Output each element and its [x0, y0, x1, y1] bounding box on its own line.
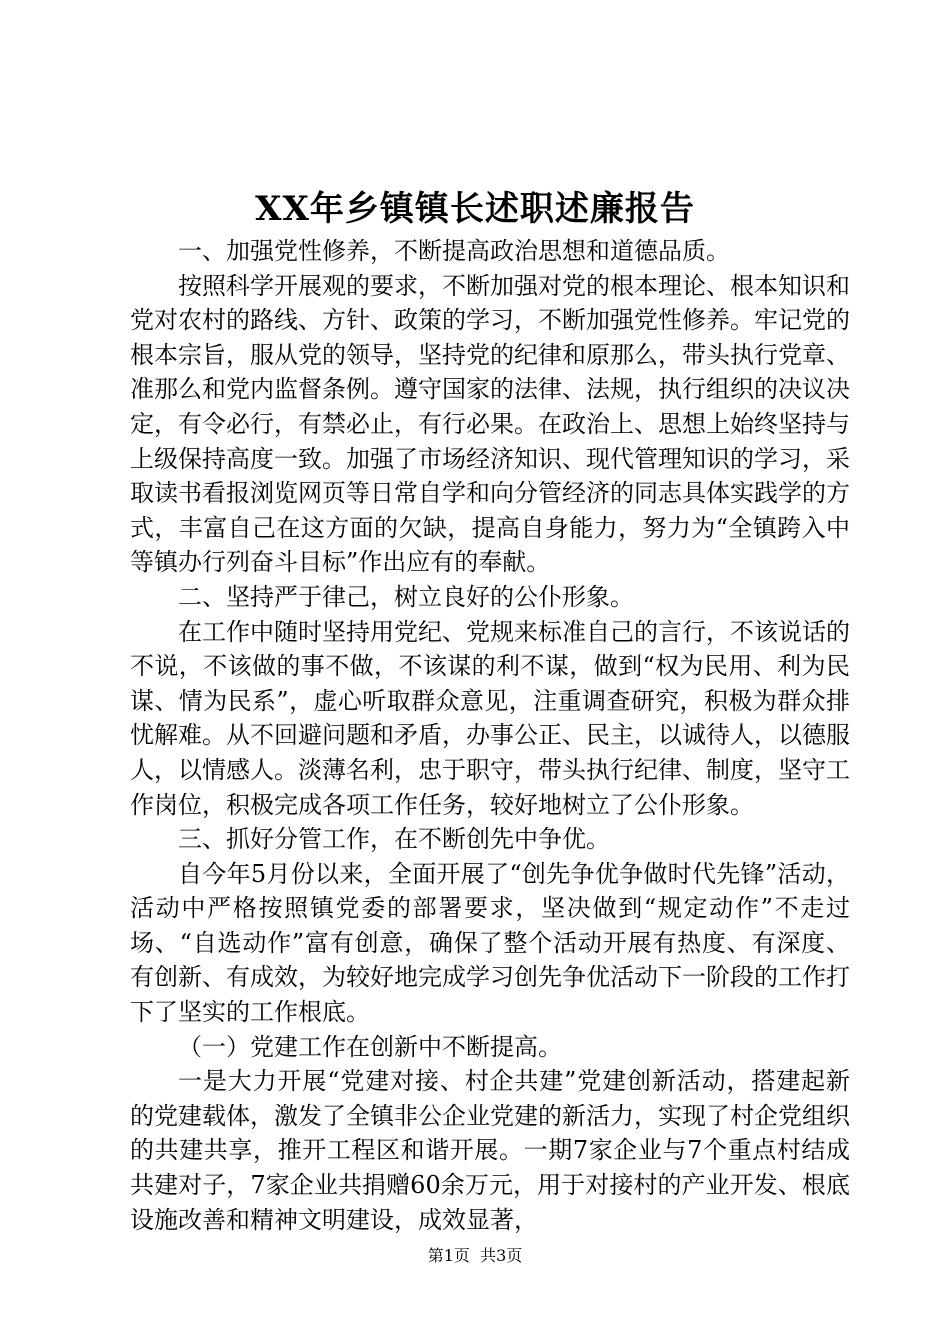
total-prefix: 共	[480, 1246, 497, 1265]
page-footer	[0, 1244, 950, 1268]
body-paragraph-3: 自今年5月份以来，全面开展了“创先争优争做时代先锋”活动，活动中严格按照镇党委的部署要求，坚决做到“规定动作”不走过场、“自选动作”富有创意，确保了整个活动开展有热度、有深度、有创新、有成效，为较好地完成学习创先争优活动下一阶段的工作打下了坚实的工作根底。	[130, 859, 850, 1027]
body-paragraph-2: 在工作中随时坚持用党纪、党规来标准自己的言行，不该说话的不说，不该做的事不做，不该谋的利不谋，做到“权为民用、利为民谋、情为民系”，虚心听取群众意见，注重调查研究，积极为群众排忧解难。从不回避问题和矛盾，办事公正、民主，以诚待人，以德服人，以情感人。淡薄名利，忠于职守，带头执行纪律、制度，坚守工作岗位，积极完成各项工作任务，较好地树立了公仆形象。	[130, 617, 850, 819]
page-prefix: 第	[427, 1246, 444, 1265]
page-number: 1	[443, 1246, 454, 1265]
body-paragraph-4: 一是大力开展“党建对接、村企共建”党建创新活动，搭建起新的党建载体，激发了全镇非公企业党建的新活力，实现了村企党组织的共建共享，推开工程区和谐开展。一期7家企业与7个重点村结成共建对子，7家企业共捐赠60余万元，用于对接村的产业开发、根底设施改善和精神文明建设，成效显著，	[130, 1067, 850, 1234]
section-heading-3: 三、抓好分管工作，在不断创先中争优。	[178, 825, 610, 854]
document-title: XX年乡镇镇长述职述廉报告	[255, 189, 695, 229]
document-body	[130, 234, 850, 1237]
section-heading-2: 二、坚持严于律己，树立良好的公仆形象。	[178, 582, 634, 611]
page-suffix: 页	[453, 1246, 470, 1265]
total-suffix: 页	[506, 1246, 523, 1265]
body-paragraph-1: 按照科学开展观的要求，不断加强对党的根本理论、根本知识和党对农村的路线、方针、政策的学习，不断加强党性修养。牢记党的根本宗旨，服从党的领导，坚持党的纪律和原那么，带头执行党章、准那么和党内监督条例。遵守国家的法律、法规，执行组织的决议决定，有令必行，有禁必止，有行必果。在政治上、思想上始终坚持与上级保持高度一致。加强了市场经济知识、现代管理知识的学习，采取读书看报浏览网页等日常自学和向分管经济的同志具体实践学的方式，丰富自己在这方面的欠缺，提高自身能力，努力为“全镇跨入中等镇办行列奋斗目标”作出应有的奉献。	[130, 271, 850, 577]
subsection-heading-1: （一）党建工作在创新中不断提高。	[178, 1032, 562, 1061]
total-pages: 3	[496, 1246, 507, 1265]
section-heading-1: 一、加强党性修养，不断提高政治思想和道德品质。	[178, 237, 730, 265]
